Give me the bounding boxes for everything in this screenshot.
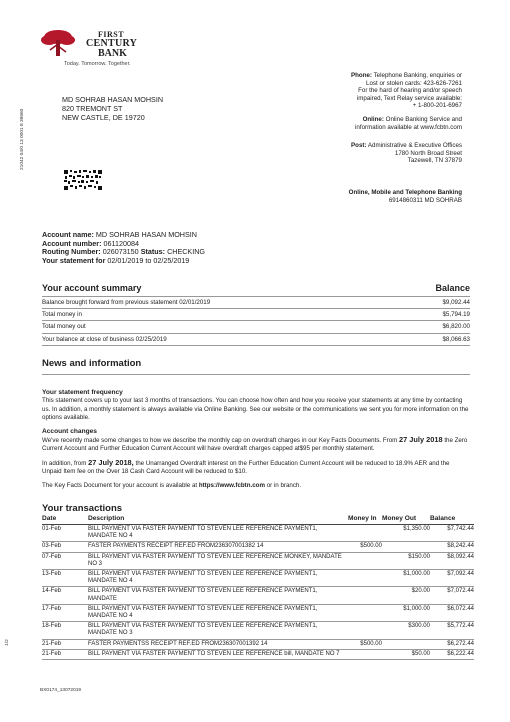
online-banking-ref: 6914860311 MD SOHRAB	[388, 197, 462, 204]
changes-text-4: the Unarranged Overdraft interest on the Further Education Current Account will be reduced to 18.9% AER and the Unpaid Item fee on the Over 18 Cash Card Account will be reduced to $10.	[42, 459, 450, 476]
cell-money-in: $500.00	[348, 542, 382, 552]
logo-bank: BANK	[98, 48, 127, 59]
cell-money-in	[348, 525, 382, 542]
cell-money-out: $20.00	[382, 587, 430, 604]
table-row	[42, 622, 474, 639]
cell-money-out: $1,000.00	[382, 604, 430, 621]
account-changes-title: Account changes	[42, 427, 97, 435]
cell-description: BILL PAYMENT VIA FASTER PAYMENT TO STEVEN LEE REFERENCE PAYMENT1, MANDATE	[88, 587, 348, 604]
summary-value: $5,794.19	[442, 311, 470, 319]
cell-date: 21-Feb	[42, 639, 88, 649]
summary-label: Total money out	[42, 323, 86, 331]
post-label: Post:	[351, 142, 367, 149]
col-date: Date	[42, 514, 88, 525]
account-name-label: Account name:	[42, 230, 94, 239]
cell-description: FASTER PAYMENTSS RECEIPT REF.ED FROM236307001392 14	[88, 639, 348, 649]
cell-money-in	[348, 570, 382, 587]
cell-description: BILL PAYMENT VIA FASTER PAYMENT TO STEVEN LEE REFERENCE PAYMENT1, MANDATE NO 4	[88, 604, 348, 621]
keyfacts-link[interactable]: https://www.fcbtn.com	[198, 481, 265, 489]
changes-text-1: We've recently made some changes to how we describe the monthly cap on overdraft charges in our Key Facts Documents. From	[42, 437, 398, 445]
account-changes-text-1	[42, 436, 470, 454]
cell-description: FASTER PAYMENTS RECEIPT REF.ED FROM236307001382 14	[88, 542, 348, 552]
summary-label: Total money in	[42, 311, 82, 319]
cell-date: 03-Feb	[42, 542, 88, 552]
account-details	[42, 231, 205, 265]
phone-text-5: + 1-800-201-6967	[412, 102, 462, 110]
online-banking-title: Online, Mobile and Telephone Banking	[348, 189, 462, 196]
cell-balance: $7,092.44	[430, 570, 474, 587]
cell-money-in	[348, 649, 382, 659]
routing-label: Routing Number:	[42, 247, 101, 257]
news-divider	[42, 374, 470, 375]
cell-money-out: $1,350.00	[382, 525, 430, 542]
changes-date-1: 27 July 2018	[399, 435, 443, 445]
summary-label: Balance brought forward from previous statement 02/01/2019	[42, 299, 211, 306]
cell-description: BILL PAYMENT VIA FASTER PAYMENT TO STEVEN LEE REFERENCE PAYMENT1, MANDATE NO 4	[88, 525, 348, 542]
phone-label: Phone:	[351, 72, 372, 79]
online-label: Online:	[362, 116, 384, 123]
transactions-title: Your transactions	[42, 503, 123, 514]
table-row	[42, 649, 474, 659]
cell-balance: $6,072.44	[430, 604, 474, 621]
table-row	[42, 587, 474, 604]
cell-date: 17-Feb	[42, 604, 88, 621]
table-row	[42, 552, 474, 569]
online-text-2: information available at www.fcbtn.com	[355, 123, 462, 131]
table-row	[42, 639, 474, 649]
cell-balance: $7,742.44	[430, 525, 474, 542]
cell-description: BILL PAYMENT VIA FASTER PAYMENT TO STEVEN LEE REFERENCE PAYMENT1, MANDATE NO 3	[88, 622, 348, 639]
cell-money-out: $50.00	[382, 649, 430, 659]
summary-row	[42, 296, 470, 308]
cell-money-in	[348, 604, 382, 621]
summary-label: Your balance at close of business 02/25/2019	[42, 335, 167, 343]
postal-barcode-icon	[64, 170, 102, 190]
cell-description: BILL PAYMENT VIA FASTER PAYMENT TO STEVEN LEE REFERENCE MONKEY, MANDATE NO 3	[88, 552, 348, 569]
summary-value: $8,066.63	[442, 335, 470, 343]
keyfacts-text-2: or in branch.	[266, 481, 302, 489]
statement-period-label: Your statement for	[42, 255, 106, 265]
col-description: Description	[88, 514, 348, 525]
status-label: Status:	[140, 247, 166, 257]
cell-money-in	[348, 552, 382, 569]
cell-date: 13-Feb	[42, 570, 88, 587]
summary-row	[42, 308, 470, 320]
changes-date-2: 27 July 2018,	[88, 457, 134, 467]
cell-money-out: $150.00	[382, 552, 430, 569]
online-text-1: Online Banking Service and	[385, 116, 462, 123]
col-balance: Balance	[430, 514, 474, 525]
cell-balance: $8,092.44	[430, 552, 474, 569]
cell-description: BILL PAYMENT VIA FASTER PAYMENT TO STEVEN LEE REFERENCE bill, MANDATE NO 7	[88, 649, 348, 659]
table-row	[42, 542, 474, 552]
cell-money-out: $300.00	[382, 622, 430, 639]
cell-money-out	[382, 542, 430, 552]
logo-century: CENTURY	[86, 38, 138, 49]
side-barcode-code: 21042 04/0 13 0001 8 39660	[20, 108, 25, 170]
changes-text-3: In addition, from	[42, 459, 87, 467]
statement-period-value: 02/01/2019 to 02/25/2019	[107, 255, 190, 265]
cell-money-in	[348, 622, 382, 639]
cell-date: 18-Feb	[42, 622, 88, 639]
page-number: 1/2	[4, 639, 10, 646]
account-summary-header	[42, 283, 470, 293]
transactions-table	[42, 514, 474, 660]
routing-value: 026073150	[102, 247, 139, 257]
cell-money-out: $1,000.00	[382, 570, 430, 587]
customer-name: MD SOHRAB HASAN MOHSIN	[62, 95, 164, 104]
logo-first: FIRST	[98, 30, 125, 39]
table-row	[42, 525, 474, 542]
tree-logo-icon	[40, 28, 80, 60]
news-body	[42, 389, 470, 490]
account-summary-title: Your account summary	[42, 283, 142, 293]
contact-post	[302, 142, 462, 165]
online-banking-block	[349, 189, 462, 205]
phone-text-4: impaired, Text Relay service available:	[356, 94, 462, 102]
summary-value: $6,820.00	[442, 323, 470, 331]
account-number-label: Account number:	[42, 238, 102, 248]
table-row	[42, 604, 474, 621]
post-text-1: Administrative & Executive Offices	[367, 142, 462, 149]
contact-phone	[302, 72, 462, 110]
account-summary-table	[42, 296, 470, 346]
logo-tagline: Today. Tomorrow. Together.	[64, 61, 131, 67]
cell-date: 01-Feb	[42, 525, 88, 542]
cell-money-in: $500.00	[348, 639, 382, 649]
key-facts-text	[42, 482, 470, 490]
cell-balance: $8,242.44	[430, 542, 474, 552]
cell-balance: $5,772.44	[430, 622, 474, 639]
balance-header: Balance	[435, 283, 470, 293]
contact-online	[302, 116, 462, 131]
cell-balance: $6,272.44	[430, 639, 474, 649]
account-changes-text-2	[42, 459, 470, 477]
cell-date: 21-Feb	[42, 649, 88, 659]
keyfacts-text-1: The Key Facts Document for your account is available at	[42, 481, 198, 489]
cell-date: 14-Feb	[42, 587, 88, 604]
cell-money-in	[348, 587, 382, 604]
cell-balance: $6,222.44	[430, 649, 474, 659]
cell-description: BILL PAYMENT VIA FASTER PAYMENT TO STEVEN LEE REFERENCE PAYMENT1, MANDATE NO 4	[88, 570, 348, 587]
account-number-value: 061120084	[103, 238, 139, 248]
cell-money-out	[382, 639, 430, 649]
customer-street: 820 TREMONT ST	[62, 104, 123, 113]
account-name-value: MD SOHRAB HASAN MOHSIN	[95, 230, 197, 239]
customer-city: NEW CASTLE, DE 19720	[62, 113, 145, 122]
summary-row	[42, 320, 470, 332]
news-title: News and information	[42, 358, 142, 369]
post-text-2: 1780 North Broad Street	[394, 149, 462, 157]
phone-text-1: Telephone Banking, enquiries or	[373, 72, 462, 79]
transactions-body	[42, 525, 474, 660]
phone-text-2: Lost or stolen cards: 423-626-7261	[366, 79, 462, 87]
col-money-out: Money Out	[382, 514, 430, 525]
table-row	[42, 570, 474, 587]
status-value: CHECKING	[167, 247, 206, 257]
bank-logo	[40, 28, 150, 66]
footer-code: BX0174_13072019	[40, 688, 82, 693]
cell-balance: $7,072.44	[430, 587, 474, 604]
col-money-in: Money In	[348, 514, 382, 525]
post-text-3: Tazewell, TN 37879	[407, 157, 462, 165]
cell-date: 07-Feb	[42, 552, 88, 569]
customer-address	[62, 95, 163, 122]
transactions-header-row	[42, 514, 474, 525]
changes-text-2: the Zero Current Account and Further Education Current Account will have overdraft charges capped at$95 per monthly statement.	[42, 437, 468, 453]
phone-text-3: For the hard of hearing and/or speech	[358, 87, 462, 95]
summary-row	[42, 333, 470, 346]
summary-value: $9,092.44	[442, 299, 470, 306]
statement-frequency-title: Your statement frequency	[42, 389, 123, 396]
statement-frequency-text: This statement covers up to your last 3 months of transactions. You can choose how often and how you receive your statements at any time by contacting us. In addition, a monthly statement is always available via Online Banking. See our website or the communications we sent you for more information on the options available.	[42, 397, 469, 422]
